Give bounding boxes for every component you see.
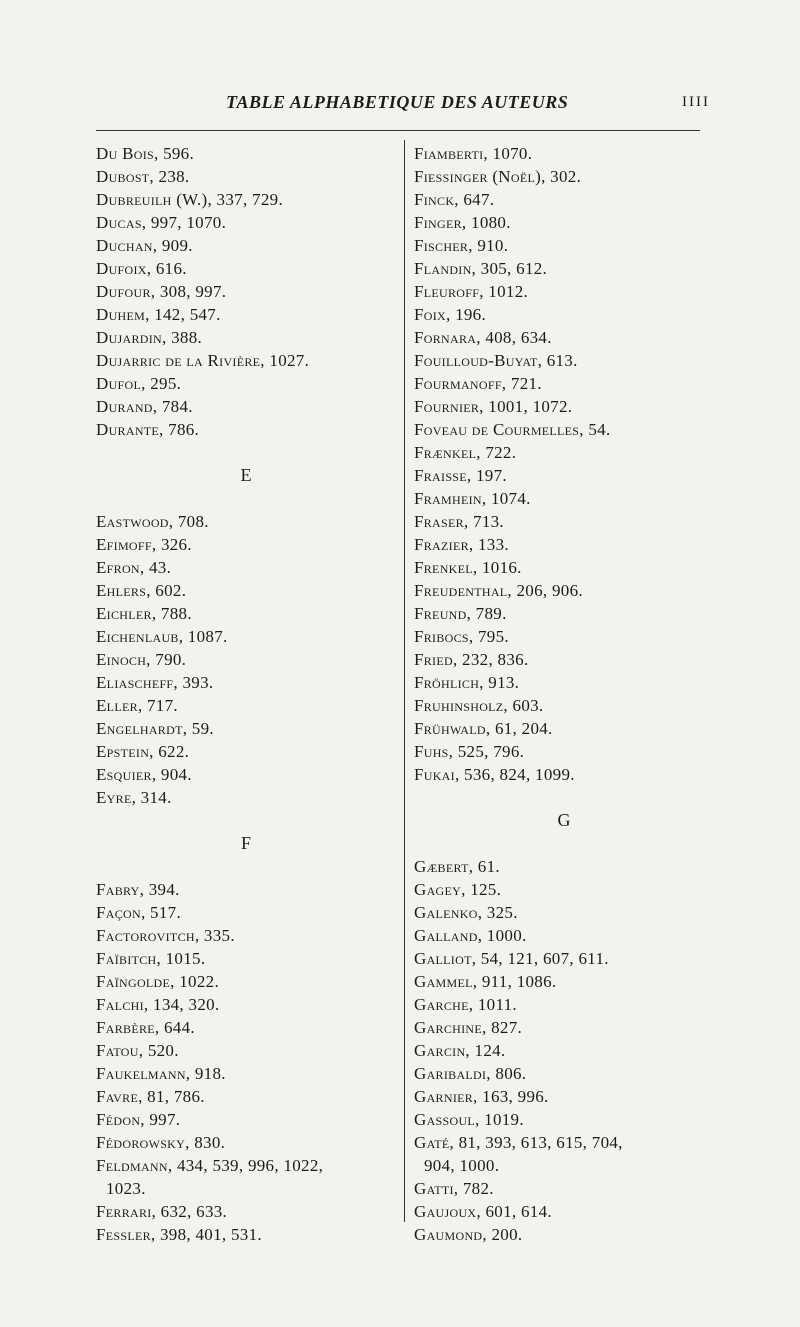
index-entry: Eastwood, 708. [96,512,209,531]
index-entry: Ducas, 997, 1070. [96,213,227,232]
index-entry: Garcin, 124. [414,1041,506,1060]
index-entry: Fiamberti, 1070. [414,144,533,163]
index-entry: Finck, 647. [414,190,495,209]
index-entry: Engelhardt, 59. [96,719,214,738]
index-entry: Eyre, 314. [96,788,172,807]
index-entry: Fraser, 713. [414,512,504,531]
index-entry: Finger, 1080. [414,213,511,232]
index-entry: Dufoix, 616. [96,259,187,278]
index-entry: Fischer, 910. [414,236,509,255]
index-entry: Gaté, 81, 393, 613, 615, 704, [414,1133,623,1152]
index-entry-continuation: 1023. [106,1179,146,1198]
index-entry: Fouilloud-Buyat, 613. [414,351,578,370]
index-entry: Efron, 43. [96,558,172,577]
index-entry: Gaujoux, 601, 614. [414,1202,552,1221]
index-entry: Fabry, 394. [96,880,180,899]
index-entry: Favre, 81, 786. [96,1087,205,1106]
index-entry: Frenkel, 1016. [414,558,522,577]
header-rule [96,130,700,131]
page-title: TABLE ALPHABETIQUE DES AUTEURS [226,92,569,112]
index-entry: Eichler, 788. [96,604,192,623]
left-column [96,142,396,1246]
index-entry: Fédon, 997. [96,1110,181,1129]
index-entry: Farbère, 644. [96,1018,195,1037]
index-entry: Ferrari, 632, 633. [96,1202,228,1221]
index-entry: Frühwald, 61, 204. [414,719,553,738]
section-letter: G [557,810,571,830]
index-entry: Fruhinsholz, 603. [414,696,544,715]
index-entry: Fuhs, 525, 796. [414,742,525,761]
index-entry: Esquier, 904. [96,765,192,784]
index-entry: Epstein, 622. [96,742,190,761]
index-entry: Gaumond, 200. [414,1225,523,1244]
index-entry: Flandin, 305, 612. [414,259,548,278]
index-entry: Fourmanoff, 721. [414,374,542,393]
index-entry: Eichenlaub, 1087. [96,627,228,646]
index-entry: Garibaldi, 806. [414,1064,527,1083]
index-entry: Efimoff, 326. [96,535,192,554]
index-entry: Gagey, 125. [414,880,502,899]
index-entry: Fessler, 398, 401, 531. [96,1225,262,1244]
index-entry: Fröhlich, 913. [414,673,520,692]
index-entry: Duhem, 142, 547. [96,305,221,324]
right-column [414,142,714,1246]
index-entry: Falchi, 134, 320. [96,995,220,1014]
index-entry: Galliot, 54, 121, 607, 611. [414,949,609,968]
index-entry: Framhein, 1074. [414,489,531,508]
index-entry: Fraisse, 197. [414,466,507,485]
index-entry: Fukai, 536, 824, 1099. [414,765,575,784]
column-divider [404,140,405,1222]
index-entry: Garnier, 163, 996. [414,1087,549,1106]
section-letter: E [240,465,252,485]
index-entry: Ehlers, 602. [96,581,187,600]
index-entry: Fribocs, 795. [414,627,509,646]
index-entry: Faïngolde, 1022. [96,972,219,991]
index-entry: Fédorowsky, 830. [96,1133,226,1152]
index-entry: Garche, 1011. [414,995,517,1014]
index-entry: Dujardin, 388. [96,328,203,347]
index-entry: Durante, 786. [96,420,200,439]
index-entry: Eller, 717. [96,696,178,715]
index-entry: Dufour, 308, 997. [96,282,227,301]
index-entry: Façon, 517. [96,903,182,922]
index-entry: Dujarric de la Rivière, 1027. [96,351,310,370]
index-entry: Fornara, 408, 634. [414,328,552,347]
index-entry: Garchine, 827. [414,1018,523,1037]
index-entry: Fried, 232, 836. [414,650,529,669]
index-entry: Gatti, 782. [414,1179,494,1198]
page-number: IIII [682,94,710,110]
index-entry: Gassoul, 1019. [414,1110,524,1129]
running-header [96,92,710,118]
index-entry: Factorovitch, 335. [96,926,235,945]
index-entry: Feldmann, 434, 539, 996, 1022, [96,1156,324,1175]
index-entry-continuation: 904, 1000. [424,1156,500,1175]
index-entry: Gæbert, 61. [414,857,500,876]
index-entry: Durand, 784. [96,397,193,416]
index-entry: Foix, 196. [414,305,487,324]
index-entry: Einoch, 790. [96,650,187,669]
index-entry: Faïbitch, 1015. [96,949,206,968]
index-entry: Dubreuilh (W.), 337, 729. [96,190,283,209]
index-entry: Dufol, 295. [96,374,182,393]
index-entry: Dubost, 238. [96,167,190,186]
index-entry: Fatou, 520. [96,1041,179,1060]
index-entry: Foveau de Courmelles, 54. [414,420,611,439]
index-entry: Galenko, 325. [414,903,518,922]
section-letter: F [240,833,251,853]
index-entry: Fleuroff, 1012. [414,282,529,301]
index-entry: Fiessinger (Noël), 302. [414,167,582,186]
index-entry: Freudenthal, 206, 906. [414,581,583,600]
index-entry: Frænkel, 722. [414,443,517,462]
index-entry: Frazier, 133. [414,535,509,554]
index-entry: Faukelmann, 918. [96,1064,226,1083]
index-entry: Freund, 789. [414,604,507,623]
index-entry: Duchan, 909. [96,236,193,255]
index-entry: Galland, 1000. [414,926,527,945]
index-entry: Du Bois, 596. [96,144,195,163]
index-entry: Fournier, 1001, 1072. [414,397,573,416]
index-entry: Gammel, 911, 1086. [414,972,557,991]
index-entry: Eliascheff, 393. [96,673,214,692]
